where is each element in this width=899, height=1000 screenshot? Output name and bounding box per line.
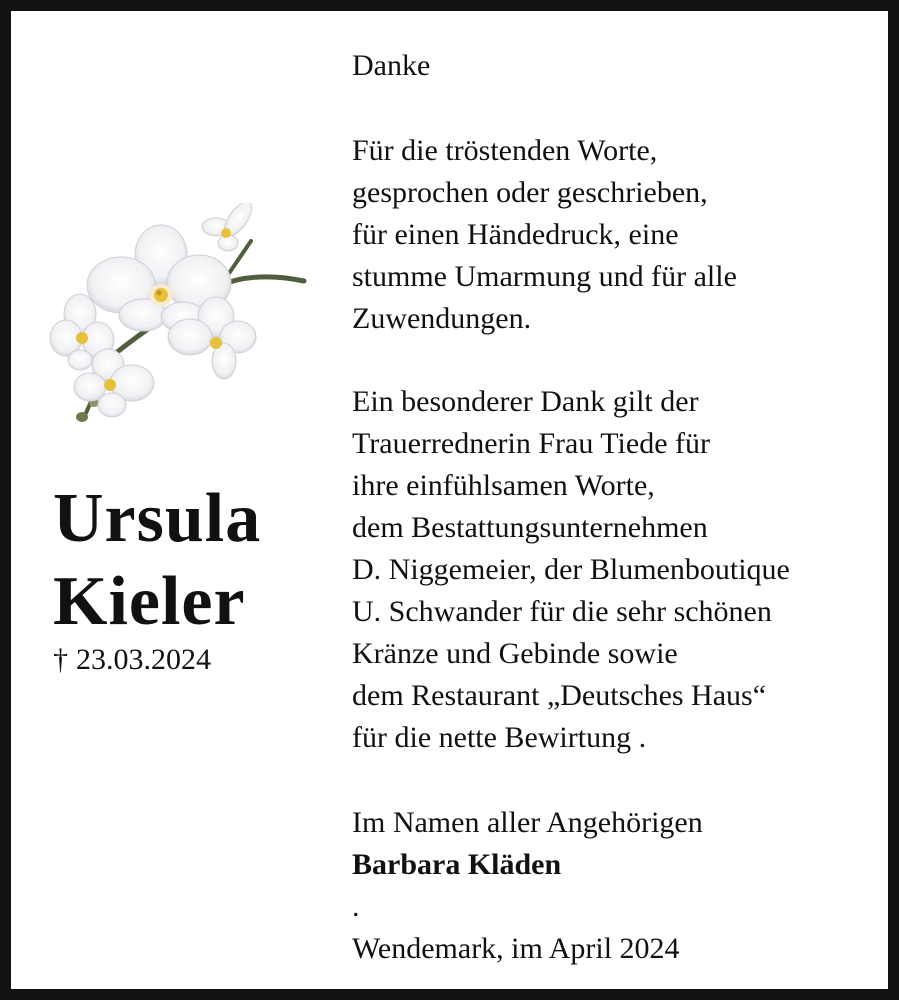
- text-line: Kränze und Gebinde sowie: [352, 637, 678, 670]
- death-date: 23.03.2024: [76, 643, 211, 676]
- text-line: für einen Händedruck, eine: [352, 218, 679, 251]
- text-line: U. Schwander für die sehr schönen: [352, 595, 772, 628]
- place-date: Wendemark, im April 2024: [352, 932, 680, 965]
- text-line: dem Restaurant „Deutsches Haus“: [352, 679, 767, 712]
- message-paragraph-2: [352, 381, 790, 759]
- text-line: dem Bestattungsunternehmen: [352, 511, 708, 544]
- deceased-last-name: Kieler: [53, 563, 246, 640]
- signature-intro: Im Namen aller Angehörigen: [352, 806, 703, 839]
- message-heading: Danke: [352, 49, 431, 82]
- text-line: Zuwendungen.: [352, 302, 532, 335]
- text-line: stumme Umarmung und für alle: [352, 260, 737, 293]
- text-line: gesprochen oder geschrieben,: [352, 176, 708, 209]
- signature-name: Barbara Kläden: [352, 848, 562, 881]
- text-line: Trauerrednerin Frau Tiede für: [352, 427, 710, 460]
- signature-block: [352, 802, 703, 928]
- text-line: D. Niggemeier, der Blumenboutique: [352, 553, 790, 586]
- text-line: Ein besonderer Dank gilt der: [352, 385, 699, 418]
- text-line: ihre einfühlsamen Worte,: [352, 469, 655, 502]
- orchid-flower-icon: [46, 203, 308, 431]
- death-date-line: [53, 641, 211, 679]
- text-line: Für die tröstenden Worte,: [352, 134, 658, 167]
- message-paragraph-1: [352, 130, 737, 340]
- signature-dot: .: [352, 890, 360, 923]
- cross-icon: †: [53, 643, 68, 676]
- deceased-first-name: Ursula: [53, 480, 262, 557]
- text-line: für die nette Bewirtung .: [352, 721, 647, 754]
